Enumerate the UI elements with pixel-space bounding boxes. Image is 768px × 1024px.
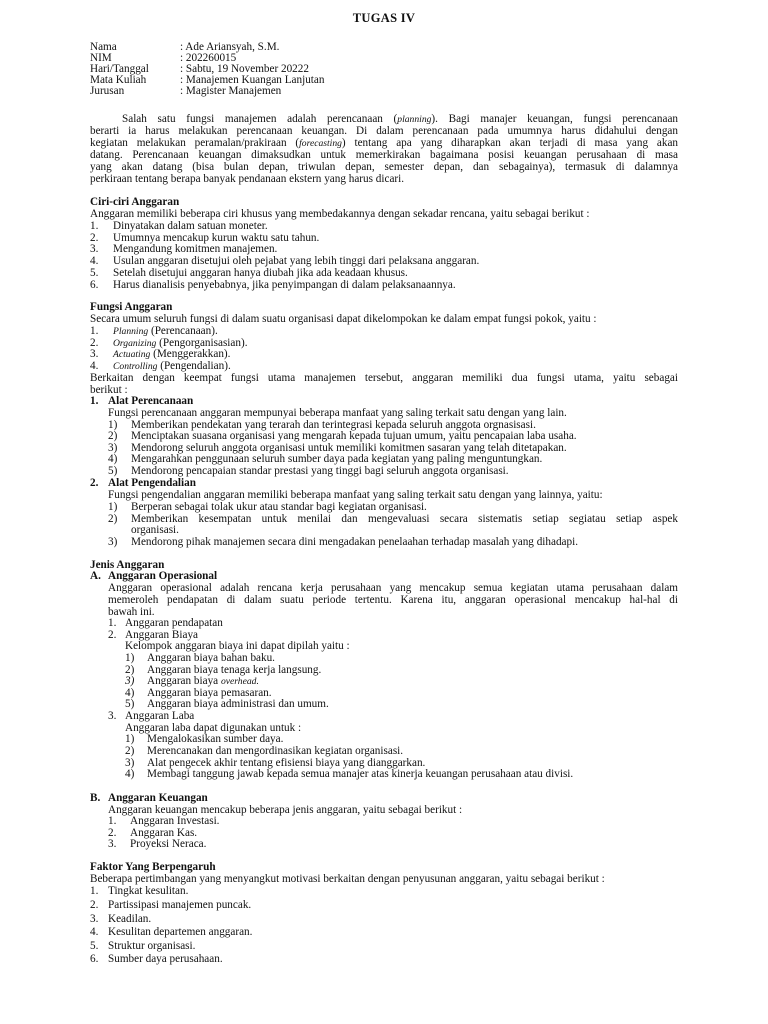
list-text: Mendorong pencapaian standar prestasi yang tinggi bagi seluruh anggota organisasi. — [131, 465, 509, 477]
list-number: 4) — [125, 768, 135, 780]
header-value: : Sabtu, 19 November 20222 — [180, 63, 309, 75]
italic-term: planning — [397, 114, 432, 125]
subsection-heading — [0, 395, 768, 407]
list-number: 6. — [90, 953, 99, 965]
text-run: (Pengorganisasian). — [156, 337, 248, 349]
list-number: 4. — [90, 255, 99, 267]
header-label: NIM — [90, 52, 112, 64]
subsection-lead-text: Fungsi pengendalian anggaran memiliki beberapa manfaat yang saling terkait satu dengan yang lainnya, yaitu: — [108, 489, 603, 501]
text-run: ) tentang apa yang diharapkan akan terjadi di masa yang akan — [341, 137, 679, 149]
text-run: (Pengendalian). — [157, 360, 231, 372]
paragraph-line: Berkaitan dengan keempat fungsi utama manajemen tersebut, anggaran memiliki dua fungsi utama, yaitu sebagai — [90, 372, 678, 384]
paragraph-line — [0, 137, 768, 149]
list-number: 2) — [108, 513, 118, 525]
paragraph-line: datang. Perencanaan keuangan dimaksudkan untuk memerkirakan bagaimana posisi keuangan perusahaan di masa — [90, 149, 678, 161]
list-number: 3. — [108, 710, 117, 722]
section-lead — [0, 313, 768, 325]
section-heading-text: Fungsi Anggaran — [90, 301, 173, 313]
list-item — [0, 926, 768, 938]
list-lead-text: Kelompok anggaran biaya ini dapat dipilah yaitu : — [125, 640, 350, 652]
header-value: : Magister Manajemen — [180, 85, 282, 97]
subsection-lead-text: Anggaran keuangan mencakup beberapa jenis anggaran, yaitu sebagai berikut : — [108, 804, 463, 816]
header-value: : Ade Ariansyah, S.M. — [180, 41, 280, 53]
header-label: Hari/Tanggal — [90, 63, 149, 75]
list-item-continuation — [0, 524, 768, 536]
list-item — [0, 652, 768, 664]
list-item — [0, 267, 768, 279]
list-text: Kesulitan departemen anggaran. — [108, 926, 253, 938]
list-item — [0, 453, 768, 465]
list-number: 2. — [90, 232, 99, 244]
paragraph-line: berarti ia harus melakukan perencanaan keuangan. Di dalam perencanaan pada umumnya harus didahului dengan — [90, 125, 678, 137]
list-text: Setelah disetujui anggaran hanya diubah jika ada keadaan khusus. — [113, 267, 408, 279]
list-number: 4) — [108, 453, 118, 465]
section-heading-text: Faktor Yang Berpengaruh — [90, 861, 216, 873]
header-row — [0, 85, 768, 97]
list-number: 2. — [108, 629, 117, 641]
list-text: Anggaran Kas. — [130, 827, 198, 839]
list-number: 3. — [90, 243, 99, 255]
list-item — [0, 675, 768, 687]
list-text: Membagi tanggung jawab kepada semua manajer atas kinerja keuangan perusahaan atau divisi. — [147, 768, 574, 780]
subsection-number: A. — [90, 570, 101, 582]
list-text: Mengarahkan penggunaan seluruh sumber daya pada kegiatan yang paling menguntungkan. — [131, 453, 543, 465]
list-number: 1) — [125, 733, 135, 745]
section-lead-text: Anggaran memiliki beberapa ciri khusus yang membedakannya dengan sekadar rencana, yaitu sebagai berikut : — [90, 208, 590, 220]
list-text: Tingkat kesulitan. — [108, 885, 189, 897]
list-lead-text: Anggaran laba dapat digunakan untuk : — [125, 722, 302, 734]
list-item — [0, 710, 768, 722]
text-run: Anggaran biaya — [147, 675, 221, 687]
list-item — [0, 745, 768, 757]
list-text: Memberikan kesempatan untuk menilai dan mengevaluasi secara sistematis setiap segiatau setiap aspek — [131, 513, 678, 525]
list-text: Umumnya mencakup kurun waktu satu tahun. — [113, 232, 320, 244]
header-value: : Manajemen Kuangan Lanjutan — [180, 74, 325, 86]
list-number: 2. — [90, 337, 99, 349]
subsection-lead-text: Fungsi perencanaan anggaran mempunyai beberapa manfaat yang saling terkait satu dengan yang lain. — [108, 407, 567, 419]
list-number: 3) — [125, 675, 135, 687]
paragraph-line — [0, 173, 768, 185]
section-heading — [0, 301, 768, 313]
list-item — [0, 733, 768, 745]
list-text: Anggaran biaya pemasaran. — [147, 687, 272, 699]
paragraph-line: memeroleh pendapatan di dalam suatu periode tertentu. Karena itu, anggaran operasional mencakup hal-hal di — [108, 594, 678, 606]
list-number: 1) — [108, 501, 118, 513]
subsection-number: 1. — [90, 395, 99, 407]
list-item — [0, 501, 768, 513]
list-text: Anggaran biaya administrasi dan umum. — [147, 698, 329, 710]
subsection-title: Alat Pengendalian — [108, 477, 196, 489]
page-title: TUGAS IV — [352, 11, 416, 25]
subsection-number: B. — [90, 792, 101, 804]
text-run: ). Bagi manajer keuangan, fungsi perencanaan — [431, 113, 679, 125]
list-item — [0, 698, 768, 710]
list-text: Struktur organisasi. — [108, 940, 196, 952]
section-heading-text: Jenis Anggaran — [90, 559, 165, 571]
list-number: 5. — [90, 940, 99, 952]
list-number: 1. — [90, 325, 99, 337]
section-lead-text: Beberapa pertimbangan yang menyangkut motivasi berkaitan dengan penyusunan anggaran, yaitu sebagai berikut : — [90, 873, 605, 885]
subsection-heading — [0, 570, 768, 582]
list-text: Mengalokasikan sumber daya. — [147, 733, 284, 745]
text-run: (Perencanaan). — [148, 325, 218, 337]
list-number: 3. — [90, 348, 99, 360]
italic-term: overhead. — [220, 676, 259, 687]
section-heading — [0, 196, 768, 208]
list-text: Usulan anggaran disetujui oleh pejabat yang lebih tinggi dari pelaksana anggaran. — [113, 255, 480, 267]
list-text: Menciptakan suasana organisasi yang mengarah kepada tujuan umum, yaitu pencapaian laba usaha. — [131, 430, 577, 442]
italic-term: Actuating — [113, 349, 151, 360]
list-text: Sumber daya perusahaan. — [108, 953, 223, 965]
list-text: Anggaran Investasi. — [130, 815, 220, 827]
header-label: Nama — [90, 41, 117, 53]
list-text: Keadilan. — [108, 913, 152, 925]
section-lead — [0, 208, 768, 220]
list-item — [0, 953, 768, 965]
list-text: Proyeksi Neraca. — [130, 838, 207, 850]
text-run: (Menggerakkan). — [150, 348, 231, 360]
list-number: 5. — [90, 267, 99, 279]
list-item — [0, 617, 768, 629]
paragraph-line: yang akan datang (bisa bulan depan, triwulan depan, semester depan, dan sebagainya), termasuk di dalamnya — [90, 161, 678, 173]
list-item — [0, 815, 768, 827]
list-number: 4. — [90, 360, 99, 372]
section-heading-text: Ciri-ciri Anggaran — [90, 196, 180, 208]
list-item — [0, 768, 768, 780]
list-number: 4. — [90, 926, 99, 938]
list-text: Anggaran Biaya — [125, 629, 199, 641]
italic-term: Organizing — [113, 338, 157, 349]
list-number: 2) — [125, 664, 135, 676]
list-number: 5) — [108, 465, 118, 477]
list-number: 1) — [108, 419, 118, 431]
list-number: 5) — [125, 698, 135, 710]
subsection-title: Anggaran Operasional — [108, 570, 218, 582]
list-item — [0, 325, 768, 337]
list-text: Merencanakan dan mengordinasikan kegiatan organisasi. — [147, 745, 404, 757]
subsection-lead — [0, 489, 768, 501]
list-item — [0, 243, 768, 255]
paragraph-text: perkiraan tentang berapa banyak pendanaan ekstern yang harus dicari. — [90, 173, 405, 185]
list-item — [0, 220, 768, 232]
list-text: Anggaran Laba — [125, 710, 195, 722]
paragraph-text: bawah ini. — [108, 606, 155, 618]
subsection-heading — [0, 477, 768, 489]
header-label: Jurusan — [90, 85, 125, 97]
section-lead — [0, 873, 768, 885]
paragraph-line — [0, 113, 768, 125]
list-text: Berperan sebagai tolak ukur atau standar bagi kegiatan organisasi. — [131, 501, 427, 513]
section-lead-text: Secara umum seluruh fungsi di dalam suatu organisasi dapat dikelompokan ke dalam empat fungsi pokok, yaitu : — [90, 313, 597, 325]
paragraph-line: Anggaran operasional adalah rencana kerja perusahaan yang mencakup semua kegiatan utama perusahaan dalam — [108, 582, 678, 594]
section-heading — [0, 861, 768, 873]
header-value: : 202260015 — [180, 52, 237, 64]
list-text: Anggaran biaya bahan baku. — [147, 652, 275, 664]
list-text: Anggaran pendapatan — [125, 617, 223, 629]
italic-term: Planning — [113, 326, 149, 337]
list-number: 1. — [108, 617, 117, 629]
subsection-number: 2. — [90, 477, 99, 489]
subsection-title: Alat Perencanaan — [108, 395, 194, 407]
list-number: 3) — [108, 442, 118, 454]
list-number: 3. — [90, 913, 99, 925]
list-item — [0, 348, 768, 360]
list-item — [0, 940, 768, 952]
subsection-lead — [0, 407, 768, 419]
text-run: Salah satu fungsi manajemen adalah perencanaan ( — [122, 113, 398, 125]
list-text: Dinyatakan dalam satuan moneter. — [113, 220, 268, 232]
list-number: 3) — [125, 757, 135, 769]
list-text: Partissipasi manajemen puncak. — [108, 899, 252, 911]
list-text: Memberikan pendekatan yang terarah dan terintegrasi kepada seluruh anggota orgnasisasi. — [131, 419, 536, 431]
list-number: 3) — [108, 536, 118, 548]
list-number: 1. — [90, 220, 99, 232]
italic-term: Controlling — [113, 361, 158, 372]
list-number: 6. — [90, 279, 99, 291]
list-number: 2) — [125, 745, 135, 757]
list-number: 1. — [90, 885, 99, 897]
list-item — [0, 430, 768, 442]
list-text: Mengandung komitmen manajemen. — [113, 243, 278, 255]
list-item — [0, 536, 768, 548]
list-text: Anggaran biaya tenaga kerja langsung. — [147, 664, 322, 676]
list-item — [0, 885, 768, 897]
list-item — [0, 465, 768, 477]
list-item — [0, 360, 768, 372]
italic-term: forecasting — [299, 138, 342, 149]
list-number: 1. — [108, 815, 117, 827]
list-number: 2. — [108, 827, 117, 839]
paragraph-text: berikut : — [90, 384, 128, 396]
text-run: kegiatan melakukan peramalan/prakiraan ( — [90, 137, 300, 149]
list-lead — [0, 640, 768, 652]
subsection-heading — [0, 792, 768, 804]
list-text: Alat pengecek akhir tentang efisiensi biaya yang dianggarkan. — [147, 757, 426, 769]
list-item — [0, 913, 768, 925]
list-number: 2. — [90, 899, 99, 911]
list-text: Mendorong pihak manajemen secara dini mengadakan penelaahan terhadap masalah yang dihadapi. — [131, 536, 579, 548]
list-item — [0, 838, 768, 850]
list-number: 3. — [108, 838, 117, 850]
list-number: 2) — [108, 430, 118, 442]
list-text: organisasi. — [131, 524, 179, 536]
list-item — [0, 899, 768, 911]
list-text: Harus dianalisis penyebabnya, jika penyimpangan di dalam pelaksanaannya. — [113, 279, 456, 291]
subsection-title: Anggaran Keuangan — [108, 792, 208, 804]
list-item — [0, 279, 768, 291]
list-number: 4) — [125, 687, 135, 699]
list-item — [0, 255, 768, 267]
list-number: 1) — [125, 652, 135, 664]
list-text: Mendorong seluruh anggota organisasi untuk memiliki komitmen sasaran yang telah ditetapakan. — [131, 442, 567, 454]
header-label: Mata Kuliah — [90, 74, 147, 86]
